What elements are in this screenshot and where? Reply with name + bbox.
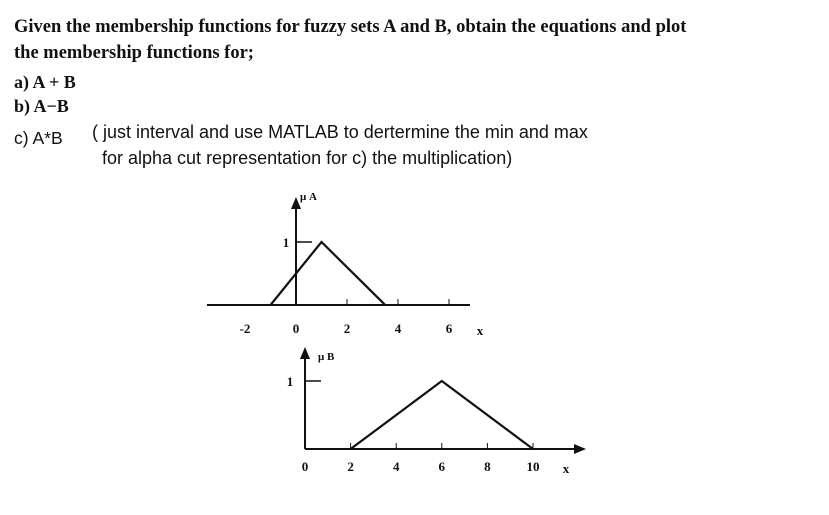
item-a: a) A + B	[14, 72, 76, 92]
x-axis-arrow	[574, 444, 586, 454]
item-c-label: c) A*B	[14, 128, 63, 148]
x-tick-label: 0	[301, 459, 309, 474]
chart-mu-b	[287, 347, 586, 476]
x-tick-label: 0	[292, 321, 300, 336]
axis-title: μ A	[300, 191, 317, 203]
x-tick-label: 2	[347, 459, 354, 474]
axis-title: μ B	[318, 351, 335, 363]
chart-mu-a	[207, 191, 484, 338]
item-c-line2: for alpha cut representation for c) the multiplication)	[102, 148, 513, 168]
x-tick-label: -2	[239, 321, 251, 336]
x-tick-label: 6	[438, 459, 446, 474]
y-axis-arrow	[300, 347, 310, 359]
membership-line	[271, 242, 386, 305]
x-tick-label: 4	[394, 321, 402, 336]
item-c-line1: ( just interval and use MATLAB to dertermine the min and max	[92, 122, 588, 142]
y-tick-label: 1	[286, 374, 294, 389]
item-b: b) A−B	[14, 96, 69, 116]
question-title: Given the membership functions for fuzzy sets A and B, obtain the equations and plot the membership functions for;	[14, 17, 687, 63]
membership-line	[351, 381, 533, 449]
x-tick-label: 4	[392, 459, 400, 474]
x-axis-label: x	[562, 461, 570, 476]
x-tick-label: 10	[526, 459, 540, 474]
x-tick-label: 8	[484, 459, 491, 474]
x-tick-label: 2	[343, 321, 351, 336]
y-tick-label: 1	[282, 235, 290, 250]
x-tick-label: 6	[445, 321, 453, 336]
x-axis-label: x	[476, 323, 484, 338]
